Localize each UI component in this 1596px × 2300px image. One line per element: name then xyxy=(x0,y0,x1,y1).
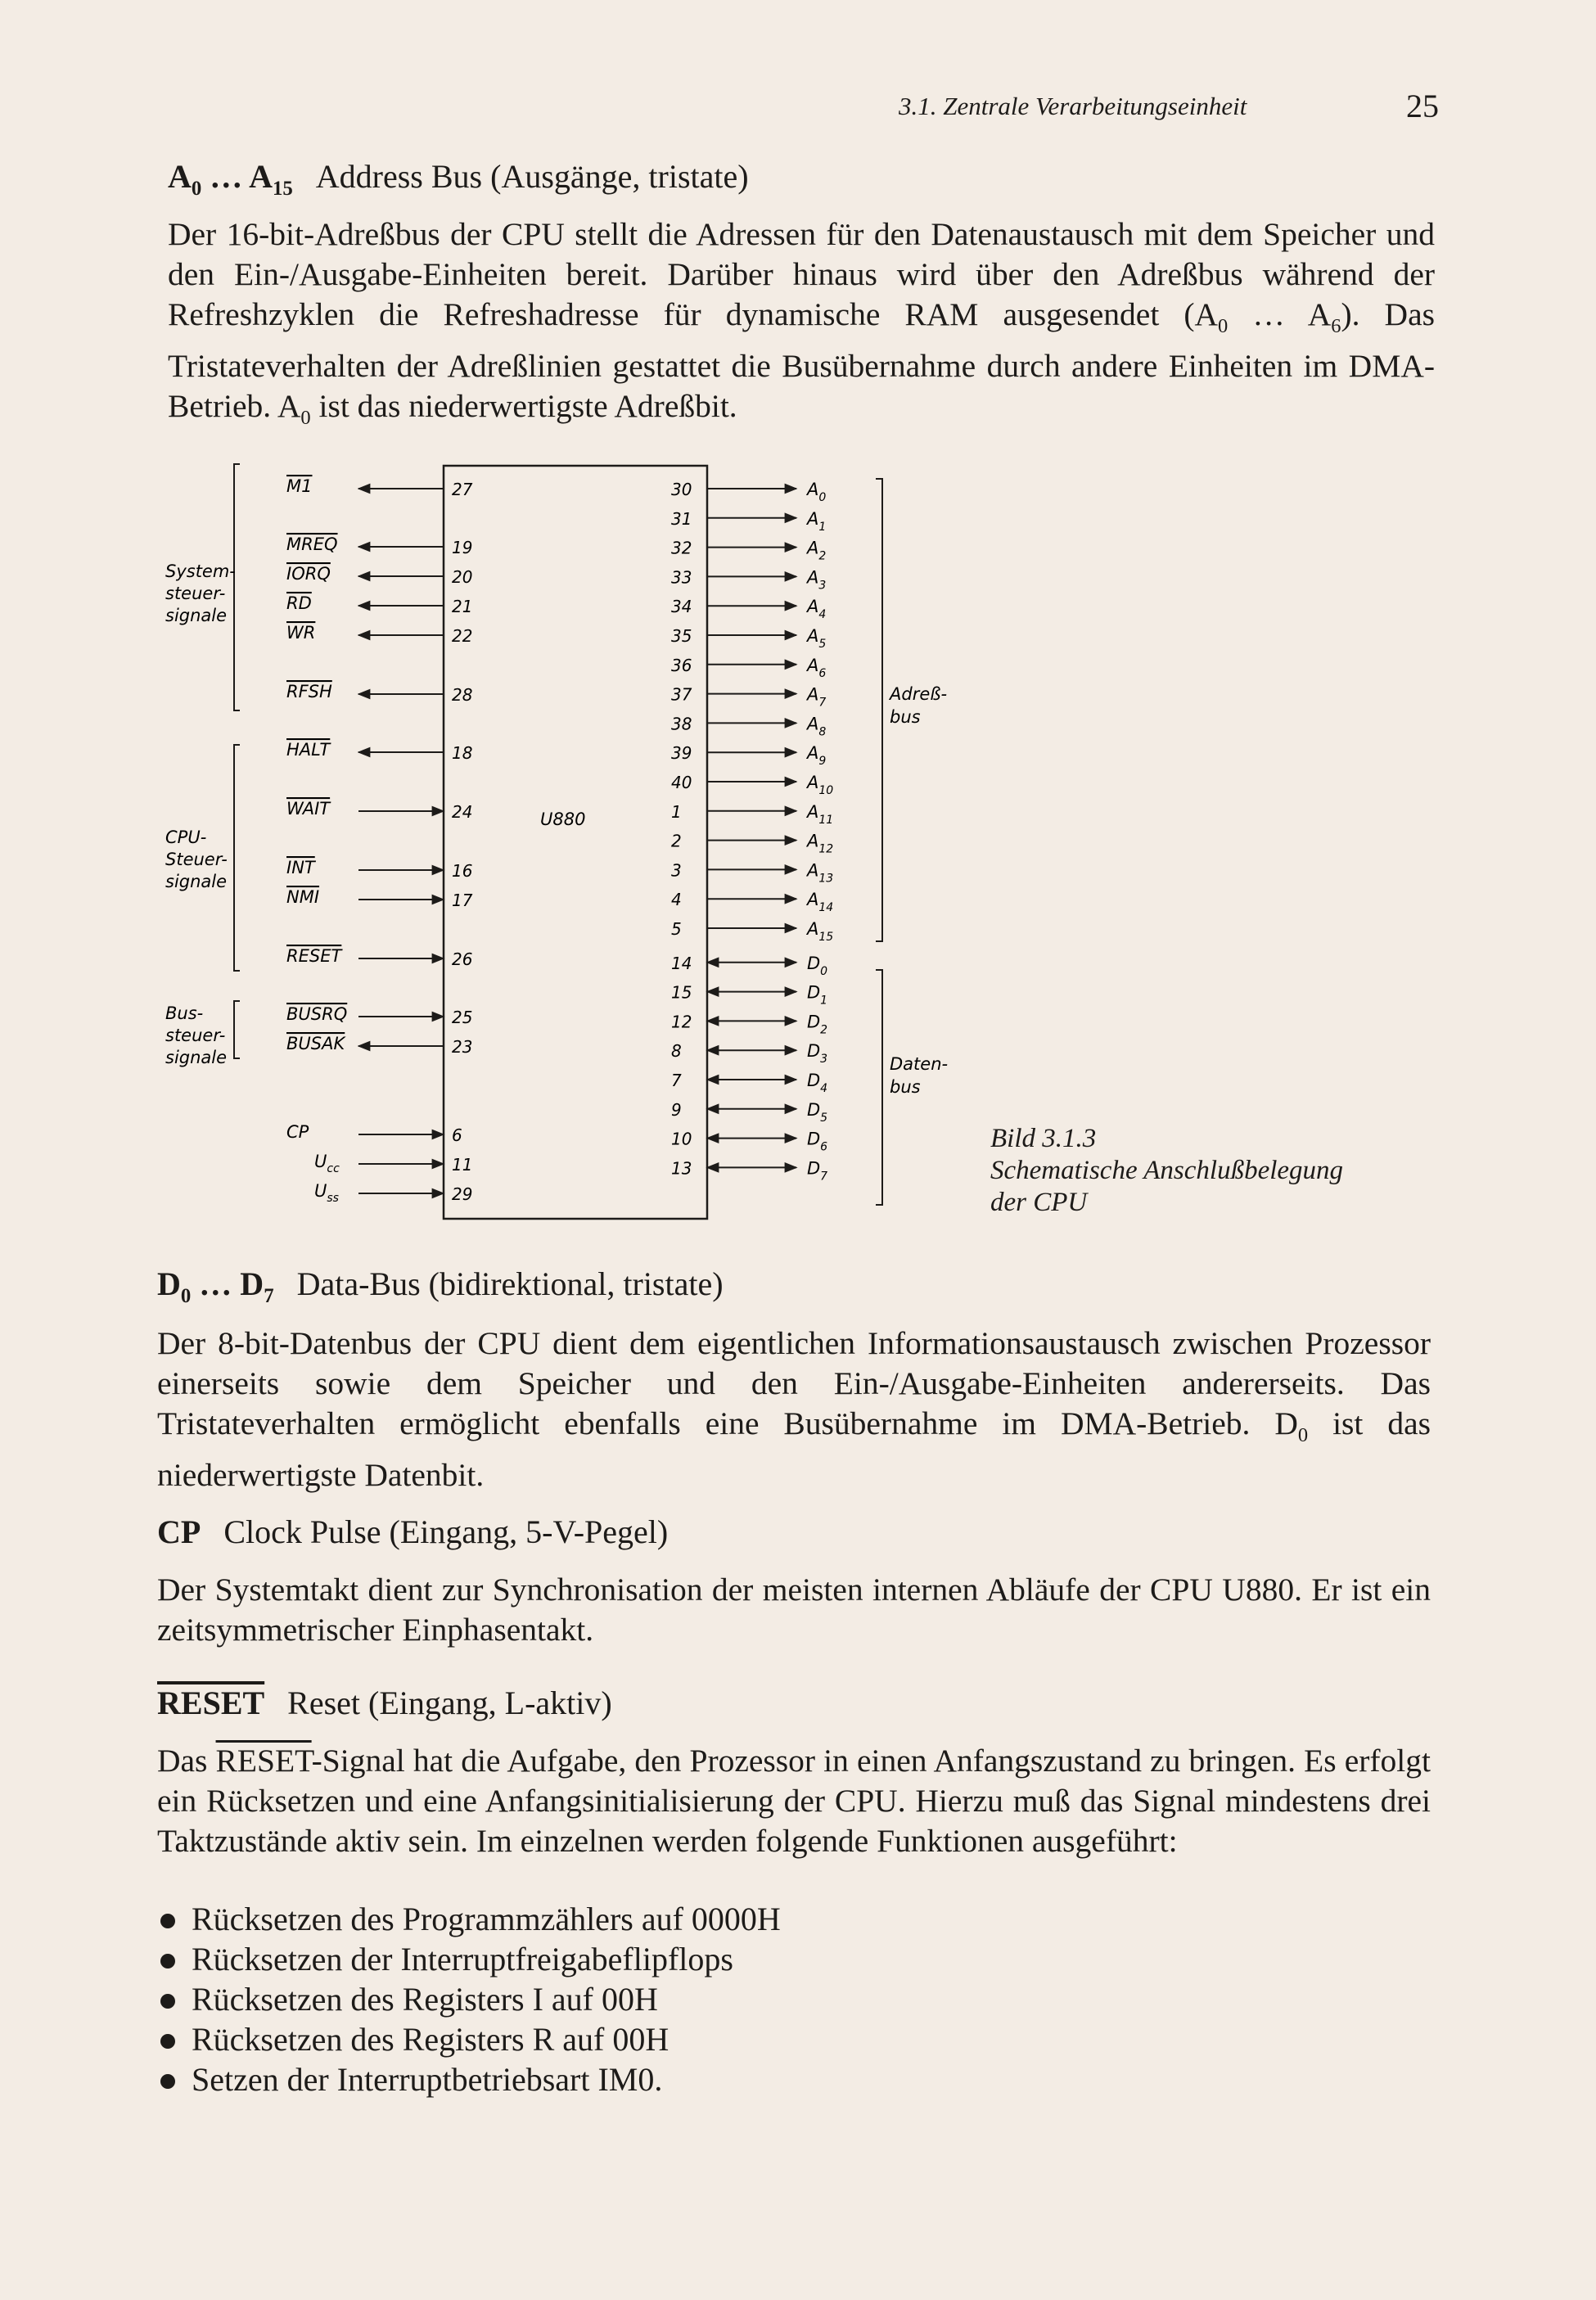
group-label-line: signale xyxy=(165,872,228,891)
pin-signal-label: $U_{cc}$ xyxy=(314,1152,340,1175)
clock-paragraph: Der Systemtakt dient zur Synchronisation der meisten internen Abläufe der CPU U880. Er ist ein zeitsymmetrischer Einphasentakt. xyxy=(157,1572,1431,1648)
pin-number: 4 xyxy=(671,890,682,910)
group-label-line: Daten- xyxy=(890,1054,949,1074)
pin-number: 8 xyxy=(671,1041,682,1062)
pin-number: 37 xyxy=(671,684,692,705)
right-pin-a14 xyxy=(671,890,833,914)
pin-signal-label: $A_{10}$ xyxy=(807,773,834,797)
pin-signal-label: $D_3$ xyxy=(807,1041,828,1067)
pin-number: 33 xyxy=(671,567,692,588)
data-bus-title: Data-Bus (bidirektional, tristate) xyxy=(296,1265,724,1302)
pin-number: 2 xyxy=(671,831,682,851)
pin-number: 5 xyxy=(671,919,682,939)
cpu-pin-diagram xyxy=(156,454,982,1232)
left-pin-uss xyxy=(314,1181,472,1205)
right-pin-a4 xyxy=(671,597,826,621)
pin-number: 15 xyxy=(671,982,692,1003)
pin-number: 29 xyxy=(452,1184,473,1204)
pin-signal-label: $A_7$ xyxy=(807,684,827,710)
figure-number: Bild 3.1.3 xyxy=(990,1124,1097,1153)
right-pin-d7 xyxy=(671,1158,827,1183)
pin-signal-label: $A_{12}$ xyxy=(807,831,834,856)
figure-title-line-1: Schematische Anschlußbelegung xyxy=(990,1156,1344,1185)
left-pin-cp xyxy=(286,1122,462,1145)
clock-heading xyxy=(157,1513,668,1551)
pin-number: 32 xyxy=(671,538,692,558)
reset-function-item: Rücksetzen des Registers R auf 00H xyxy=(160,2019,781,2059)
group-label-line: Adreß- xyxy=(890,684,948,704)
left-pin-wait xyxy=(286,799,472,822)
group-label-line: signale xyxy=(165,606,228,625)
right-pin-a13 xyxy=(671,860,833,885)
right-pin-a1 xyxy=(671,509,826,534)
right-pin-a5 xyxy=(671,626,826,651)
pin-number: 26 xyxy=(452,949,473,969)
pin-signal-label: WAIT xyxy=(286,799,331,819)
group-label-line: CPU- xyxy=(165,828,207,847)
group-label-line: steuer- xyxy=(165,584,226,603)
pin-number: 39 xyxy=(671,743,692,764)
pin-signal-label: CP xyxy=(286,1122,309,1142)
running-head-title: 3.1. Zentrale Verarbeitungseinheit xyxy=(899,92,1247,120)
reset-title: Reset (Eingang, L-aktiv) xyxy=(287,1684,612,1721)
left-pin-nmi xyxy=(286,887,473,910)
pin-signal-label: $D_5$ xyxy=(807,1099,828,1125)
pin-number: 10 xyxy=(671,1129,692,1149)
pin-number: 40 xyxy=(671,773,692,792)
reset-paragraph: Das RESET-Signal hat die Aufgabe, den Prozessor in einen Anfangszustand zu bringen. Es erfolgt ein Rücksetzen und eine Anfangsinitialisierung der CPU. Hierzu muß das Signal mindestens drei Taktzustände aktiv sein. Im einzelnen werden folgende Funktionen ausgeführt: xyxy=(157,1743,1431,1859)
address-bus-title: Address Bus (Ausgänge, tristate) xyxy=(315,158,749,195)
running-head xyxy=(899,88,1439,124)
pin-number: 35 xyxy=(671,626,692,646)
pin-signal-label: $D_2$ xyxy=(807,1012,828,1037)
group-label-line: Steuer- xyxy=(165,850,228,869)
pin-signal-label: $A_8$ xyxy=(807,714,827,739)
pin-signal-label: M1 xyxy=(286,476,313,496)
pin-number: 16 xyxy=(452,861,473,881)
left-pin-int xyxy=(286,858,472,881)
right-pin-a6 xyxy=(671,656,826,680)
address-bus-symbol: $A_0$ … $A_{15}$ xyxy=(168,158,293,200)
pin-number: 23 xyxy=(452,1037,473,1057)
pin-signal-label: $A_5$ xyxy=(807,626,827,651)
pin-number: 27 xyxy=(452,480,473,499)
pin-number: 21 xyxy=(452,597,473,616)
pin-number: 7 xyxy=(671,1071,682,1090)
right-pin-a0 xyxy=(671,480,826,504)
left-group-bracket xyxy=(165,745,240,971)
pin-number: 25 xyxy=(452,1008,473,1027)
right-pin-a12 xyxy=(671,832,833,856)
pin-number: 6 xyxy=(452,1125,462,1145)
pin-signal-label: $A_6$ xyxy=(807,655,827,680)
left-pin-busrq xyxy=(286,1004,472,1027)
page-number: 25 xyxy=(1406,88,1439,124)
pin-number: 19 xyxy=(452,538,473,557)
pin-number: 24 xyxy=(452,802,473,822)
right-pin-a7 xyxy=(671,685,826,710)
group-label-line: bus xyxy=(890,1077,921,1097)
left-pin-ucc xyxy=(314,1152,472,1175)
pin-signal-label: $D_7$ xyxy=(807,1158,828,1184)
right-pin-d0 xyxy=(671,954,827,978)
reset-heading xyxy=(157,1684,612,1722)
pin-signal-label: $A_2$ xyxy=(807,538,827,563)
pin-number: 36 xyxy=(671,655,692,675)
pin-number: 20 xyxy=(452,567,473,587)
left-pin-busak xyxy=(286,1034,472,1057)
clock-title: Clock Pulse (Eingang, 5-V-Pegel) xyxy=(223,1513,669,1550)
group-label-line: System- xyxy=(165,561,236,581)
pin-signal-label: $A_1$ xyxy=(807,508,827,534)
left-pin-reset xyxy=(286,946,472,969)
right-pin-d4 xyxy=(671,1071,827,1095)
address-bus-paragraph: Der 16-bit-Adreßbus der CPU stellt die Adressen für den Datenaustausch mit dem Speicher und den Ein-/Ausgabe-Einheiten bereit. Darüber hinaus wird über den Adreßbus während der Refreshzyklen die Refreshadresse für dynamische RAM ausgesendet ($A_0$ … $A_6$). Das Tristateverhalten der Adreßlinien gestattet die Busübernahme durch andere Einheiten im DMA-Betrieb. $A_0$ ist das niederwertigste Adreßbit. xyxy=(168,216,1435,429)
figure-title-line-2: der CPU xyxy=(990,1188,1088,1217)
pin-number: 31 xyxy=(671,508,692,529)
right-group-bracket xyxy=(876,479,947,941)
right-pin-d2 xyxy=(671,1012,827,1036)
pin-signal-label: $D_1$ xyxy=(807,982,828,1008)
left-pin-m1 xyxy=(286,476,473,499)
pin-number: 1 xyxy=(671,801,682,822)
address-bus-heading xyxy=(168,157,749,201)
reset-function-item: Rücksetzen des Registers I auf 00H xyxy=(160,1979,781,2019)
left-pin-mreq xyxy=(286,534,472,557)
pin-signal-label: BUSRQ xyxy=(286,1004,348,1024)
left-pin-halt xyxy=(286,740,472,763)
pin-signal-label: NMI xyxy=(286,887,320,907)
pin-signal-label: $A_{11}$ xyxy=(807,801,834,827)
pin-signal-label: $A_{15}$ xyxy=(807,919,834,944)
pin-number: 30 xyxy=(671,480,692,499)
pin-signal-label: BUSAK xyxy=(286,1034,345,1053)
data-bus-paragraph: Der 8-bit-Datenbus der CPU dient dem eigentlichen Informationsaustausch zwischen Prozessor einerseits sowie dem Speicher und den Ein-/Ausgabe-Einheiten andererseits. Das Tristateverhalten ermöglicht ebenfalls eine Busübernahme im DMA-Betrieb. $D_0$ ist das niederwertigste Datenbit. xyxy=(157,1325,1431,1493)
pin-signal-label: RFSH xyxy=(286,682,332,701)
reset-function-item: Rücksetzen des Programmzählers auf 0000H xyxy=(160,1899,781,1939)
pin-number: 3 xyxy=(671,860,682,881)
left-pin-rd xyxy=(286,593,472,616)
figure-caption xyxy=(990,1123,1343,1219)
reset-function-item: Rücksetzen der Interruptfreigabeflipflops xyxy=(160,1939,781,1979)
pin-signal-label: $D_0$ xyxy=(807,953,828,978)
pin-signal-label: IORQ xyxy=(286,564,331,584)
chip-label: U880 xyxy=(540,810,586,829)
pin-signal-label: $A_0$ xyxy=(807,480,827,504)
pin-signal-label: INT xyxy=(286,858,315,877)
reset-function-item: Setzen der Interruptbetriebsart IM0. xyxy=(160,2059,781,2099)
pin-number: 9 xyxy=(671,1099,682,1120)
left-group-bracket xyxy=(165,464,240,710)
pin-number: 22 xyxy=(452,626,473,646)
pin-number: 38 xyxy=(671,714,692,734)
right-pin-d1 xyxy=(671,983,827,1008)
right-pin-a15 xyxy=(671,919,833,944)
pin-number: 13 xyxy=(671,1158,692,1179)
pin-number: 17 xyxy=(452,891,473,910)
pin-signal-label: $A_3$ xyxy=(807,567,827,593)
cpu-chip-body xyxy=(444,466,707,1219)
pin-number: 12 xyxy=(671,1012,692,1032)
right-pin-d5 xyxy=(671,1100,827,1125)
clock-symbol: CP xyxy=(157,1513,201,1550)
pin-signal-label: $A_4$ xyxy=(807,597,827,622)
data-bus-heading xyxy=(157,1265,724,1308)
pin-signal-label: $A_{14}$ xyxy=(807,890,834,915)
group-label-line: bus xyxy=(890,707,921,727)
right-group-bracket xyxy=(876,970,948,1205)
pin-signal-label: $D_4$ xyxy=(807,1071,828,1095)
group-label-line: steuer- xyxy=(165,1026,226,1045)
pin-number: 28 xyxy=(452,685,473,705)
group-label-line: Bus- xyxy=(165,1003,204,1023)
pin-signal-label: WR xyxy=(286,623,316,643)
left-pin-iorq xyxy=(286,564,472,587)
pin-signal-label: MREQ xyxy=(286,534,338,554)
pin-signal-label: $D_6$ xyxy=(807,1129,828,1154)
pin-signal-label: $U_{ss}$ xyxy=(314,1181,339,1205)
right-pin-d6 xyxy=(671,1130,827,1154)
pin-signal-label: RD xyxy=(286,593,312,613)
pin-number: 14 xyxy=(671,953,692,973)
pin-signal-label: $A_{13}$ xyxy=(807,860,834,886)
right-pin-a8 xyxy=(671,714,826,738)
pin-signal-label: $A_9$ xyxy=(807,743,827,769)
left-pin-rfsh xyxy=(286,682,472,705)
right-pin-a2 xyxy=(671,539,826,563)
right-pin-d3 xyxy=(671,1041,827,1066)
right-pin-a11 xyxy=(671,802,833,827)
right-pin-a3 xyxy=(671,567,826,592)
pin-number: 34 xyxy=(671,597,692,617)
reset-symbol: RESET xyxy=(157,1684,265,1721)
pin-signal-label: RESET xyxy=(286,946,342,966)
reset-function-list xyxy=(160,1899,781,2099)
pin-number: 11 xyxy=(452,1155,473,1175)
pin-number: 18 xyxy=(452,743,473,763)
group-label-line: signale xyxy=(165,1048,228,1067)
right-pin-a9 xyxy=(671,743,826,768)
right-pin-a10 xyxy=(671,773,833,797)
data-bus-symbol: $D_0$ … $D_7$ xyxy=(157,1265,274,1307)
pin-signal-label: HALT xyxy=(286,740,331,760)
left-pin-wr xyxy=(286,623,472,646)
left-group-bracket xyxy=(165,1001,240,1067)
